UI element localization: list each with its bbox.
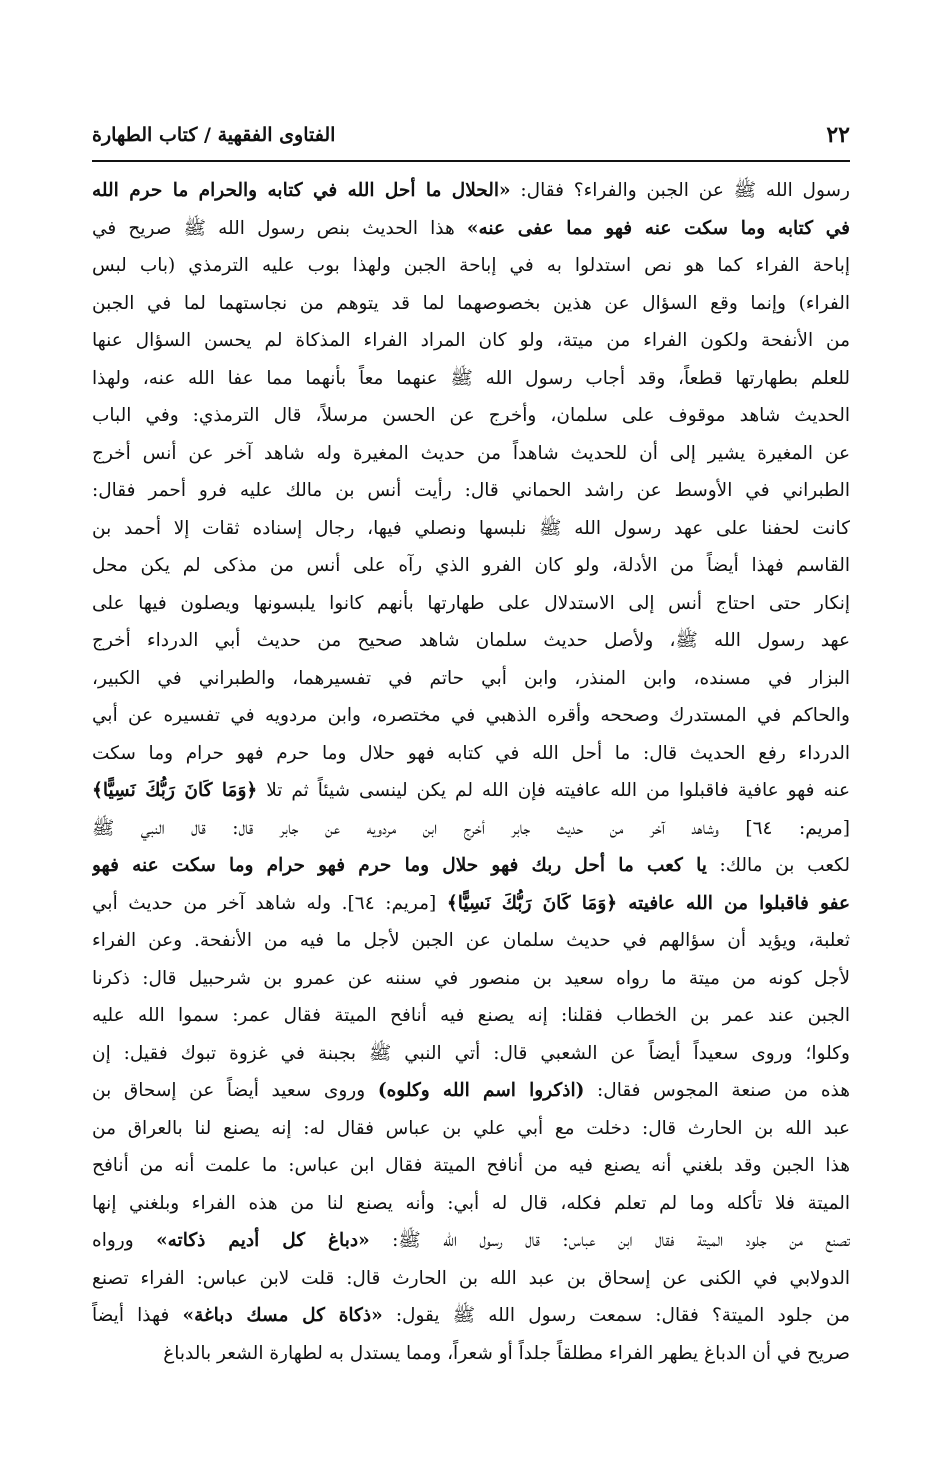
text-segment: صريح في أن الدباغ يطهر الفراء مطلقاً جلداً أو شعراً، ومما يستدل به لطهارة الشعر بالدباغ (163, 1342, 850, 1364)
text-line (92, 885, 850, 923)
text-segment: عنه فهو عافية فاقبلوا من الله عافيته فإن الله لم يكن لينسى شيئاً ثم تلا (257, 780, 850, 801)
bold-quote: «الحلال ما أحل الله في كتابه والحرام ما حرم الله (92, 180, 511, 201)
text-segment: تصنع من جلود الميتة فقال ابن عباس: قال رسول الله ﷺ: (369, 1230, 850, 1251)
text-line (92, 960, 850, 998)
text-line (92, 285, 850, 323)
text-line (92, 735, 850, 773)
text-line (92, 1260, 850, 1298)
page-header (92, 122, 850, 158)
text-line (92, 172, 850, 210)
text-line (92, 547, 850, 585)
text-segment: لكعب بن مالك: (706, 855, 850, 876)
text-line (92, 1072, 850, 1110)
text-line (92, 322, 850, 360)
bold-quote: في كتابه وما سكت عنه فهو مما عفى عنه» (466, 217, 850, 239)
text-segment: ثعلبة، ويؤيد أن سؤالهم في حديث سلمان عن الجبن لأجل ما فيه من الأنفحة. وعن الفراء (92, 930, 850, 951)
text-line (92, 810, 850, 848)
text-segment: لأجل كونه من ميتة ما رواه سعيد بن منصور في سننه عن عمرو بن شرحبيل قال: ذكرنا (92, 967, 850, 989)
text-segment: القاسم فهذا أيضاً من الأدلة، ولو كان الفرو الذي رآه على أنس من مذكى لم يكن محل (92, 555, 850, 576)
text-line (92, 360, 850, 398)
text-segment: الدرداء رفع الحديث قال: ما أحل الله في كتابه فهو حلال وما حرم فهو حرام وما سكت (92, 742, 850, 764)
text-line (92, 585, 850, 623)
text-segment: الدولابي في الكنى عن إسحاق بن عبد الله بن الحارث قال: قلت لابن عباس: الفراء تصنع (92, 1267, 850, 1289)
text-line (92, 397, 850, 435)
text-segment: عن المغيرة يشير إلى أن للحديث شاهداً من حديث المغيرة وله شاهد آخر عن أنس أخرج (92, 442, 850, 464)
bold-quote: (اذكروا اسم الله وكلوه) (377, 1080, 585, 1101)
text-segment: البزار في مسنده، وابن المنذر، وابن أبي حاتم في تفسيرهما، والطبراني في الكبير، (92, 667, 850, 689)
text-segment: الطبراني في الأوسط عن راشد الحماني قال: رأيت أنس بن مالك عليه فرو أحمر فقال: (92, 480, 850, 501)
bold-quote: ﴿وَمَا كَانَ رَبُّكَ نَسِيًّا﴾ (92, 780, 258, 801)
text-segment: من الأنفحة ولكون الفراء من ميتة، ولو كان المراد الفراء المذكاة لم يحسن السؤال عنها (92, 330, 850, 351)
text-line (92, 922, 850, 960)
text-segment: عبد الله بن الحارث قال: دخلت مع أبي علي بن عباس فقال له: إنه يصنع لنا بالعراق من (92, 1117, 850, 1139)
text-line (92, 1035, 850, 1073)
text-segment: من جلود الميتة؟ فقال: سمعت رسول الله ﷺ يقول: (382, 1305, 850, 1326)
text-segment: وروى سعيد أيضاً عن إسحاق بن (92, 1080, 378, 1101)
text-line (92, 697, 850, 735)
text-segment: رسول الله ﷺ عن الجبن والفراء؟ فقال: (510, 180, 850, 201)
text-line (92, 997, 850, 1035)
bold-quote: «دباغ كل أديم ذكاته» (156, 1230, 370, 1251)
text-segment: [مريم: ٦٤]. وله شاهد آخر من حديث أبي (92, 892, 447, 914)
text-segment: الفراء) وإنما وقع السؤال عن هذين بخصوصهما لما قد يتوهم من نجاستهما لما في الجبن (92, 292, 850, 314)
body-text (92, 172, 850, 1372)
running-title: الفتاوى الفقهية / كتاب الطهارة (92, 124, 336, 146)
text-line (92, 847, 850, 885)
text-line (92, 772, 850, 810)
text-segment: هذا الجبن وقد بلغني أنه يصنع فيه من أنافح الميتة فقال ابن عباس: ما علمت أنه من أنافح (92, 1155, 850, 1176)
text-line (92, 1110, 850, 1148)
bold-quote: عفو فاقبلوا من الله عافيته ﴿وَمَا كَانَ رَبُّكَ نَسِيًّا﴾ (446, 892, 850, 914)
text-segment: إباحة الفراء كما هو نص استدلوا به في إباحة الجبن ولهذا بوب عليه الترمذي (باب لبس (92, 255, 850, 276)
text-segment: والحاكم في المستدرك وصححه وأقره الذهبي في مختصره، وابن مردويه في تفسيره عن أبي (92, 705, 850, 726)
text-segment: الجبن عند عمر بن الخطاب فقلنا: إنه يصنع فيه أنافح الميتة فقال عمر: سموا الله عليه (92, 1005, 850, 1026)
text-line (92, 1147, 850, 1185)
text-line (92, 247, 850, 285)
text-segment: كانت لحفنا على عهد رسول الله ﷺ نلبسها ونصلي فيها، رجال إسناده ثقات إلا أحمد بن (92, 517, 850, 539)
text-line (92, 510, 850, 548)
text-segment: الميتة فلا تأكله وما لم تعلم فكله، قال له أبي: وأنه يصنع لنا من هذه الفراء وبلغني إنها (92, 1192, 850, 1214)
text-line (92, 1222, 850, 1260)
text-line (92, 660, 850, 698)
text-line (92, 472, 850, 510)
header-rule (92, 160, 850, 162)
bold-quote: «ذكاة كل مسك دباغة» (182, 1305, 383, 1326)
bold-quote: يا كعب ما أحل ربك فهو حلال وما حرم فهو حرام وما سكت عنه فهو (92, 855, 707, 876)
text-segment: [مريم: ٦٤] وشاهد آخر من حديث جابر أخرج ابن مردويه عن جابر قال: قال النبي ﷺ (92, 817, 850, 839)
text-segment: هذه من صنعة المجوس فقال: (584, 1080, 850, 1101)
text-segment: فهذا أيضاً (92, 1305, 183, 1326)
text-segment: إنكار حتى احتاج أنس إلى الاستدلال على طهارتها بأنهم كانوا يلبسونها ويصلون فيها على (92, 592, 850, 614)
text-line (92, 210, 850, 248)
text-segment: عهد رسول الله ﷺ، ولأصل حديث سلمان شاهد صحيح من حديث أبي الدرداء أخرج (92, 630, 850, 651)
text-line (92, 1185, 850, 1223)
text-line (92, 622, 850, 660)
text-segment: للعلم بطهارتها قطعاً، وقد أجاب رسول الله ﷺ عنهما معاً بأنهما مما عفا الله عنه، ولهذا (92, 367, 850, 389)
text-segment: هذا الحديث بنص رسول الله ﷺ صريح في (92, 217, 467, 239)
page-number: ٢٢ (826, 122, 850, 148)
text-line (92, 1297, 850, 1335)
text-segment: ورواه (92, 1230, 157, 1251)
text-segment: وكلوا؛ وروى سعيداً أيضاً عن الشعبي قال: أتي النبي ﷺ بجبنة في غزوة تبوك فقيل: إن (92, 1042, 850, 1064)
text-line (92, 1335, 850, 1373)
text-segment: الحديث شاهد موقوف على سلمان، وأخرج عن الحسن مرسلاً، قال الترمذي: وفي الباب (92, 405, 850, 426)
text-line (92, 435, 850, 473)
